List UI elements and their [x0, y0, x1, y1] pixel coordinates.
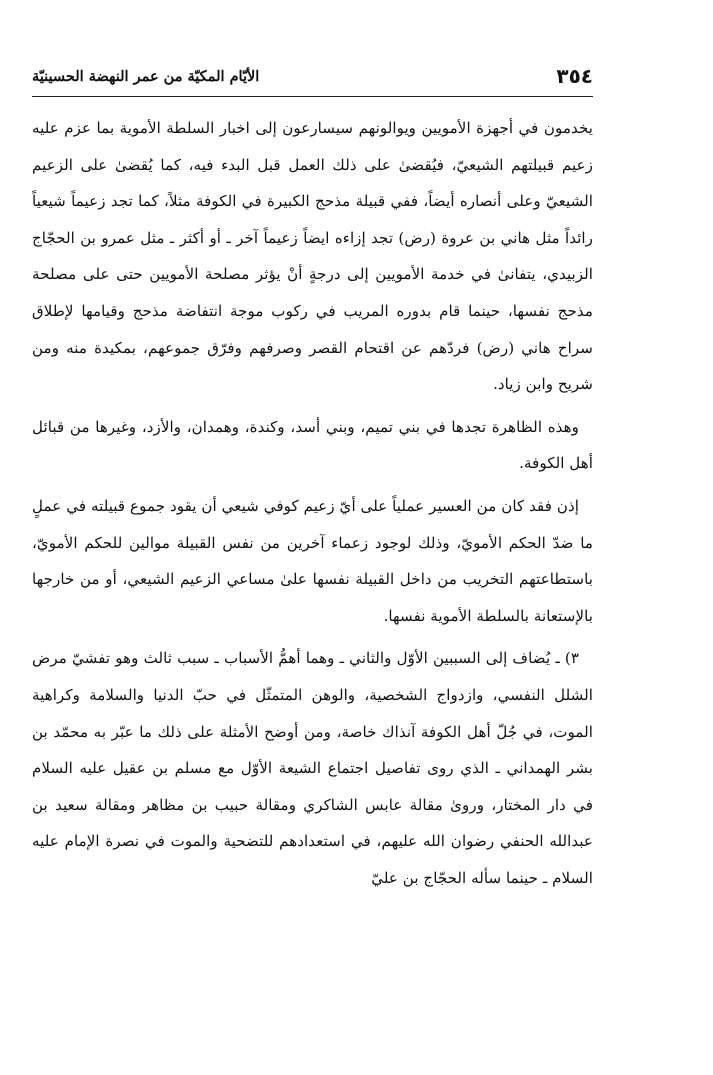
page-body — [32, 110, 593, 896]
running-title: الأيّام المكيّة من عمر النهضة الحسينيّة — [32, 68, 260, 85]
body-paragraph: وهذه الظاهرة تجدها في بني تميم، وبني أسد، وكندة، وهمدان، والأزد، وغيرها من قبائل أهل الكوفة. — [32, 417, 593, 473]
page-number: ٣٥٤ — [556, 64, 593, 88]
page-header — [32, 62, 593, 97]
body-paragraph: يخدمون في أجهزة الأمويين ويوالونهم سيسارعون إلى اخبار السلطة الأموية بما عزم عليه زعيم قبيلتهم الشيعيّ، فيُقضىٰ على ذلك العمل قبل البدء فيه، كما يُقضىٰ على الزعيم الشيعيّ وعلى أنصاره أيضاً، ففي قبيلة مذحج الكبيرة في الكوفة مثلاً، كما تجد زعيماً شيعياً رائداً مثل هاني بن عروة (رض) تجد إزاءه ايضاً زعيماً آخر ـ أو أكثر ـ مثل عمرو بن الحجّاج الزبيدي، يتفانىٰ في خدمة الأمويين إلى درجةٍ أنْ يؤثر مصلحة الأمويين حتى على مصلحة مذحج نفسها، حينما قام بدوره المريب في ركوب موجة انتفاضة مذحج وقيامها لإطلاق سراح هاني (رض) فردّهم عن اقتحام القصر وصرفهم وفرّق جموعهم، بمكيدة منه ومن شريح وابن زياد. — [32, 119, 593, 394]
body-paragraph: ٣) ـ يُضاف إلى السببين الأوّل والثاني ـ وهما أهمُّ الأسباب ـ سبب ثالث وهو تفشيّ مرض الشلل النفسي، وازدواج الشخصية، والوهن المتمثّل في حبّ الدنيا والسلامة وكراهية الموت، في جُلّ أهل الكوفة آنذاك خاصة، ومن أوضح الأمثلة على ذلك ما عبّر به محمّد بن بشر الهمداني ـ الذي روى تفاصيل اجتماع الشيعة الأوّل مع مسلم بن عقيل عليه السلام في دار المختار، وروىٰ مقالة عابس الشاكري ومقالة حبيب بن مظاهر ومقالة سعيد بن عبدالله الحنفي رضوان الله عليهم، في استعدادهم للتضحية والموت في نصرة الإمام عليه السلام ـ حينما سأله الحجّاج بن عليّ — [32, 649, 593, 887]
body-paragraph: إذن فقد كان من العسير عملياً على أيّ زعيم كوفي شيعي أن يقود جموع قبيلته في عملٍ ما ضدّ الحكم الأمويّ، وذلك لوجود زعماء آخرين من نفس القبيلة موالين للحكم الأمويّ، باستطاعتهم التخريب من داخل القبيلة نفسها علىٰ مساعي الزعيم الشيعي، أو من خارجها بالإستعانة بالسلطة الأموية نفسها. — [32, 496, 593, 625]
